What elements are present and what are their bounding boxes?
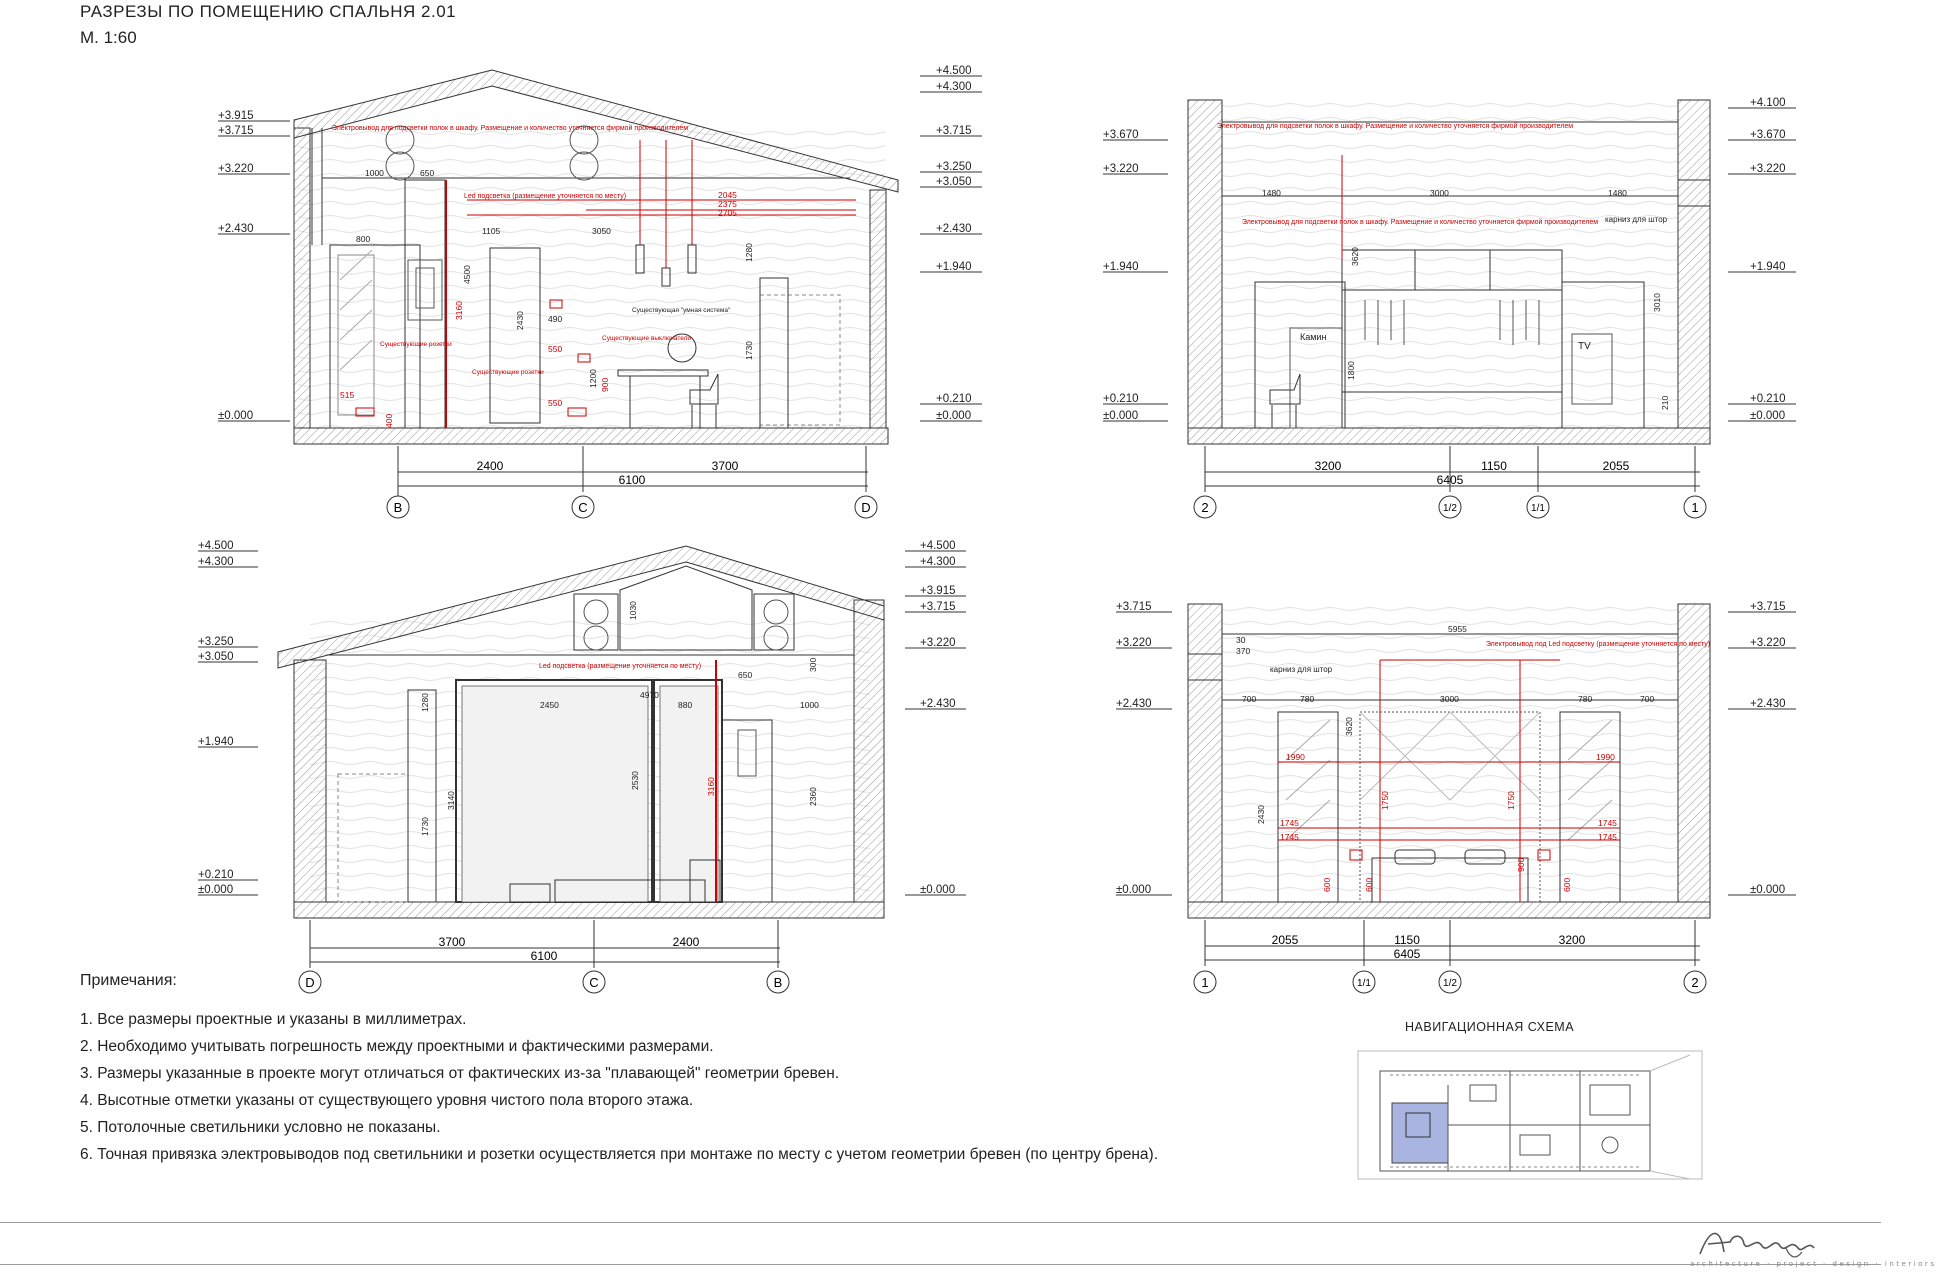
svg-text:+4.300: +4.300 bbox=[920, 556, 956, 568]
section-4 bbox=[1116, 601, 1796, 993]
s4-level-right bbox=[1728, 698, 1796, 710]
s3-dim-bottom: 2400 bbox=[672, 935, 700, 949]
s2-level-left bbox=[1103, 129, 1168, 141]
s3-level-left bbox=[198, 636, 258, 648]
nav-scheme-title: НАВИГАЦИОННАЯ СХЕМА bbox=[1405, 1020, 1575, 1034]
svg-text:+3.715: +3.715 bbox=[920, 601, 956, 613]
svg-text:±0.000: ±0.000 bbox=[1103, 410, 1139, 422]
s2-callout-shelves-mid: Электровывод для подсветки полок в шкафу. Размещение и количество уточняется фирмой производителем bbox=[1241, 219, 1599, 226]
sheet-scale: М. 1:60 bbox=[80, 28, 137, 47]
s2-dim-bottom: 1150 bbox=[1481, 459, 1507, 473]
s3-level-right bbox=[905, 698, 966, 710]
s3-dim: 2530 bbox=[630, 771, 640, 790]
s4-dim: 2430 bbox=[1256, 805, 1266, 824]
s3-axis: B bbox=[773, 975, 783, 990]
s1-dim: 550 bbox=[548, 398, 563, 408]
s1-dim: 800 bbox=[356, 234, 371, 244]
s2-level-left bbox=[1103, 393, 1168, 405]
s4-dim: 900 bbox=[1516, 857, 1526, 872]
footer-rule-top bbox=[0, 1222, 1881, 1223]
svg-text:+3.715: +3.715 bbox=[218, 125, 254, 137]
s4-dim: 700 bbox=[1640, 694, 1655, 704]
s1-level-right bbox=[920, 176, 982, 188]
s2-axis: 1/1 bbox=[1531, 503, 1545, 514]
s1-dim: 400 bbox=[384, 413, 394, 428]
s4-dim-bottom: 1150 bbox=[1394, 933, 1420, 947]
s3-dim: 1030 bbox=[628, 601, 638, 620]
s1-axis: D bbox=[861, 500, 871, 515]
svg-text:+3.915: +3.915 bbox=[920, 585, 956, 597]
s1-dim: 1105 bbox=[482, 226, 501, 236]
svg-text:+3.715: +3.715 bbox=[1750, 601, 1786, 613]
svg-text:+3.220: +3.220 bbox=[1103, 163, 1139, 175]
s4-dim: 600 bbox=[1562, 877, 1572, 892]
s1-dim: 550 bbox=[548, 344, 563, 354]
svg-text:+3.715: +3.715 bbox=[1116, 601, 1152, 613]
s1-callout-smart: Существующая "умная система" bbox=[632, 307, 731, 314]
svg-text:+3.670: +3.670 bbox=[1750, 129, 1786, 141]
svg-text:+0.210: +0.210 bbox=[198, 869, 234, 881]
s1-level-left bbox=[218, 110, 290, 122]
s3-level-right bbox=[905, 585, 966, 597]
svg-text:±0.000: ±0.000 bbox=[198, 884, 234, 896]
svg-text:+4.300: +4.300 bbox=[936, 81, 972, 93]
s3-dim: 880 bbox=[678, 700, 693, 710]
s4-dim: 1750 bbox=[1380, 791, 1390, 810]
s1-level-left bbox=[218, 223, 290, 235]
s1-dim: 2045 bbox=[718, 190, 737, 200]
s1-level-right bbox=[920, 161, 982, 173]
s1-axis: B bbox=[393, 500, 403, 515]
note-item: 4. Высотные отметки указаны от существующего уровня чистого пола второго этажа. bbox=[80, 1092, 694, 1109]
svg-text:±0.000: ±0.000 bbox=[936, 410, 972, 422]
s4-dim: 700 bbox=[1242, 694, 1257, 704]
s1-callout-led: Led подсветка (размещение уточняется по месту) bbox=[463, 193, 627, 200]
svg-text:+1.940: +1.940 bbox=[1103, 261, 1139, 273]
svg-text:+2.430: +2.430 bbox=[218, 223, 254, 235]
s3-callout-led: Led подсветка (размещение уточняется по месту) bbox=[538, 663, 702, 670]
s4-axis: 1/2 bbox=[1443, 978, 1457, 989]
s2-dim: 1480 bbox=[1608, 188, 1627, 198]
s2-level-left bbox=[1103, 163, 1168, 175]
s2-dim: 3000 bbox=[1430, 188, 1449, 198]
s2-dim: 1800 bbox=[1346, 361, 1356, 380]
svg-text:+3.250: +3.250 bbox=[936, 161, 972, 173]
s4-axis: 2 bbox=[1691, 975, 1699, 990]
notes-block bbox=[80, 972, 1190, 1172]
s4-dim: 780 bbox=[1578, 694, 1593, 704]
svg-text:+3.670: +3.670 bbox=[1103, 129, 1139, 141]
svg-text:+3.220: +3.220 bbox=[1750, 163, 1786, 175]
s1-callout-sockets-mid: Существующие розетки bbox=[472, 369, 544, 376]
s1-level-right bbox=[920, 223, 982, 235]
s3-dim: 2360 bbox=[808, 787, 818, 806]
note-item: 1. Все размеры проектные и указаны в миллиметрах. bbox=[80, 1011, 467, 1028]
svg-text:+2.430: +2.430 bbox=[920, 698, 956, 710]
svg-text:+4.500: +4.500 bbox=[198, 540, 234, 552]
s1-level-left bbox=[218, 125, 290, 137]
svg-text:+3.250: +3.250 bbox=[198, 636, 234, 648]
s2-level-left bbox=[1103, 261, 1168, 273]
svg-text:+1.940: +1.940 bbox=[936, 261, 972, 273]
s4-dim: 1745 bbox=[1598, 818, 1617, 828]
s3-dim: 1000 bbox=[800, 700, 819, 710]
s2-label-curtain: карниз для штор bbox=[1605, 215, 1668, 224]
s2-dim-bottom: 2055 bbox=[1602, 459, 1630, 473]
s1-dim: 650 bbox=[420, 168, 435, 178]
svg-text:+4.500: +4.500 bbox=[936, 65, 972, 77]
s2-callout-shelves-top: Электровывод для подсветки полок в шкафу. Размещение и количество уточняется фирмой производителем bbox=[1216, 123, 1574, 130]
s1-level-right bbox=[920, 125, 982, 137]
s2-level-right bbox=[1728, 97, 1796, 109]
s4-dim: 1745 bbox=[1280, 832, 1299, 842]
logo-tagline: architecture · project · design · interiors bbox=[1690, 1260, 1936, 1268]
s1-callout-shelves: Электровывод для подсветки полок в шкафу. Размещение и количество уточняется фирмой производителем bbox=[331, 125, 689, 132]
s3-level-left bbox=[198, 651, 258, 663]
s3-dim: 3160 bbox=[706, 777, 716, 796]
svg-text:+0.210: +0.210 bbox=[1750, 393, 1786, 405]
footer-rule-bottom bbox=[0, 1264, 1881, 1265]
s1-level-left bbox=[218, 410, 290, 422]
s1-dim: 1730 bbox=[744, 341, 754, 360]
svg-text:+4.300: +4.300 bbox=[198, 556, 234, 568]
s2-label-fireplace: Камин bbox=[1300, 332, 1327, 342]
s3-level-right bbox=[905, 884, 966, 896]
section-1 bbox=[218, 65, 982, 518]
s1-dim: 2430 bbox=[515, 311, 525, 330]
section-3 bbox=[198, 540, 966, 993]
s2-level-right bbox=[1728, 163, 1796, 175]
s3-dim: 4970 bbox=[640, 690, 659, 700]
notes-title: Примечания: bbox=[80, 972, 177, 989]
svg-text:+2.430: +2.430 bbox=[1116, 698, 1152, 710]
svg-text:+0.210: +0.210 bbox=[936, 393, 972, 405]
s1-dim: 2705 bbox=[718, 208, 737, 218]
s1-dim-bottom: 2400 bbox=[476, 459, 504, 473]
svg-text:+2.430: +2.430 bbox=[936, 223, 972, 235]
s3-dim: 300 bbox=[808, 657, 818, 672]
s2-label-tv: TV bbox=[1578, 341, 1591, 352]
s2-level-right bbox=[1728, 410, 1796, 422]
s1-dim: 3160 bbox=[454, 301, 464, 320]
s2-dim: 210 bbox=[1660, 395, 1670, 410]
s3-level-left bbox=[198, 869, 258, 881]
s3-axis: D bbox=[305, 975, 315, 990]
svg-text:±0.000: ±0.000 bbox=[1116, 884, 1152, 896]
section-2 bbox=[1103, 97, 1796, 518]
s1-level-right bbox=[920, 65, 982, 77]
s4-axis: 1/1 bbox=[1357, 978, 1371, 989]
svg-text:+1.940: +1.940 bbox=[1750, 261, 1786, 273]
s2-dim-total: 6405 bbox=[1436, 473, 1464, 487]
s1-callout-sockets-left: Существующие розетки bbox=[380, 341, 452, 348]
s3-level-right bbox=[905, 637, 966, 649]
svg-text:+0.210: +0.210 bbox=[1103, 393, 1139, 405]
note-item: 5. Потолочные светильники условно не показаны. bbox=[80, 1119, 441, 1136]
s4-dim: 3620 bbox=[1344, 717, 1354, 736]
s3-level-left bbox=[198, 556, 258, 568]
s4-level-left bbox=[1116, 637, 1172, 649]
archigraph-logo bbox=[1690, 1222, 1936, 1272]
note-item: 6. Точная привязка электровыводов под светильники и розетки осуществляется при монтаже по месту с учетом геометрии бревен (по центру брена). bbox=[80, 1146, 1158, 1163]
s2-dim: 1480 bbox=[1262, 188, 1281, 198]
svg-text:+3.715: +3.715 bbox=[936, 125, 972, 137]
s3-level-left bbox=[198, 540, 258, 552]
s3-dim: 1730 bbox=[420, 817, 430, 836]
s1-level-right bbox=[920, 261, 982, 273]
s2-axis: 1/2 bbox=[1443, 503, 1457, 514]
svg-text:+3.220: +3.220 bbox=[218, 163, 254, 175]
s3-dim: 1280 bbox=[420, 693, 430, 712]
s1-axis: C bbox=[578, 500, 588, 515]
note-item: 3. Размеры указанные в проекте могут отличаться от фактических из-за "плавающей" геометрии бревен. bbox=[80, 1065, 840, 1082]
s2-dim-bottom: 3200 bbox=[1314, 459, 1342, 473]
s1-dim-total: 6100 bbox=[618, 473, 646, 487]
s1-dim: 3050 bbox=[592, 226, 611, 236]
s1-level-right bbox=[920, 393, 982, 405]
s4-level-right bbox=[1728, 884, 1796, 896]
svg-text:+3.220: +3.220 bbox=[1750, 637, 1786, 649]
svg-text:±0.000: ±0.000 bbox=[1750, 410, 1786, 422]
s1-callout-switches: Существующие выключатели bbox=[602, 335, 692, 342]
s4-dim: 1745 bbox=[1280, 818, 1299, 828]
s2-axis: 1 bbox=[1691, 500, 1699, 515]
s4-axis: 1 bbox=[1201, 975, 1209, 990]
s4-level-right bbox=[1728, 637, 1796, 649]
s4-level-left bbox=[1116, 698, 1172, 710]
svg-text:+4.100: +4.100 bbox=[1750, 97, 1786, 109]
s3-dim-total: 6100 bbox=[530, 949, 558, 963]
svg-text:+3.220: +3.220 bbox=[1116, 637, 1152, 649]
s2-level-right bbox=[1728, 393, 1796, 405]
s3-dim: 650 bbox=[738, 670, 753, 680]
s1-dim: 4500 bbox=[462, 265, 472, 284]
s4-label-curtain: карниз для штор bbox=[1270, 665, 1333, 674]
s1-dim-bottom: 3700 bbox=[711, 459, 739, 473]
s3-level-right bbox=[905, 601, 966, 613]
svg-text:±0.000: ±0.000 bbox=[1750, 884, 1786, 896]
s3-axis: C bbox=[589, 975, 599, 990]
svg-text:+3.050: +3.050 bbox=[198, 651, 234, 663]
svg-text:+2.430: +2.430 bbox=[1750, 698, 1786, 710]
svg-text:±0.000: ±0.000 bbox=[218, 410, 254, 422]
s4-dim: 3000 bbox=[1440, 694, 1459, 704]
s4-dim: 600 bbox=[1364, 877, 1374, 892]
s3-dim: 2450 bbox=[540, 700, 559, 710]
s3-level-right bbox=[905, 540, 966, 552]
s4-level-left bbox=[1116, 601, 1172, 613]
s3-dim: 3140 bbox=[446, 791, 456, 810]
s4-dim: 780 bbox=[1300, 694, 1315, 704]
s1-dim: 1000 bbox=[365, 168, 384, 178]
s3-level-right bbox=[905, 556, 966, 568]
sheet-title: РАЗРЕЗЫ ПО ПОМЕЩЕНИЮ СПАЛЬНЯ 2.01 bbox=[80, 2, 457, 21]
s1-dim: 1280 bbox=[744, 243, 754, 262]
s4-dim: 5955 bbox=[1448, 624, 1467, 634]
s2-level-right bbox=[1728, 129, 1796, 141]
svg-text:+4.500: +4.500 bbox=[920, 540, 956, 552]
s1-dim: 490 bbox=[548, 314, 563, 324]
s3-level-left bbox=[198, 884, 258, 896]
s4-dim: 1745 bbox=[1598, 832, 1617, 842]
s1-dim: 515 bbox=[340, 390, 355, 400]
s1-dim: 2375 bbox=[718, 199, 737, 209]
s4-callout-led: Электровывод под Led подсветку (размещение уточняется по месту) bbox=[1485, 641, 1711, 648]
note-item: 2. Необходимо учитывать погрешность между проектными и фактическими размерами. bbox=[80, 1038, 714, 1055]
s3-dim-bottom: 3700 bbox=[438, 935, 466, 949]
s2-level-left bbox=[1103, 410, 1168, 422]
s4-level-right bbox=[1728, 601, 1796, 613]
s4-dim: 1990 bbox=[1286, 752, 1305, 762]
s4-dim: 600 bbox=[1322, 877, 1332, 892]
svg-text:+3.915: +3.915 bbox=[218, 110, 254, 122]
s4-dim-bottom: 2055 bbox=[1271, 933, 1299, 947]
s2-axis: 2 bbox=[1201, 500, 1209, 515]
s4-level-left bbox=[1116, 884, 1172, 896]
s1-level-right bbox=[920, 81, 982, 93]
s1-level-right bbox=[920, 410, 982, 422]
svg-text:+1.940: +1.940 bbox=[198, 736, 234, 748]
s4-dim: 1990 bbox=[1596, 752, 1615, 762]
s4-dim-total: 6405 bbox=[1393, 947, 1421, 961]
svg-text:+3.220: +3.220 bbox=[920, 637, 956, 649]
s2-dim: 3620 bbox=[1350, 247, 1360, 266]
s4-dim: 30 bbox=[1236, 635, 1246, 645]
s2-dim: 3010 bbox=[1652, 293, 1662, 312]
s4-dim: 370 bbox=[1236, 646, 1251, 656]
svg-text:±0.000: ±0.000 bbox=[920, 884, 956, 896]
s1-dim: 900 bbox=[600, 377, 610, 392]
svg-text:+3.050: +3.050 bbox=[936, 176, 972, 188]
s2-level-right bbox=[1728, 261, 1796, 273]
s4-dim: 1750 bbox=[1506, 791, 1516, 810]
nav-scheme-plan bbox=[1350, 1045, 1710, 1185]
s4-dim-bottom: 3200 bbox=[1558, 933, 1586, 947]
s1-dim: 1200 bbox=[588, 369, 598, 388]
s1-level-left bbox=[218, 163, 290, 175]
s3-level-left bbox=[198, 736, 258, 748]
